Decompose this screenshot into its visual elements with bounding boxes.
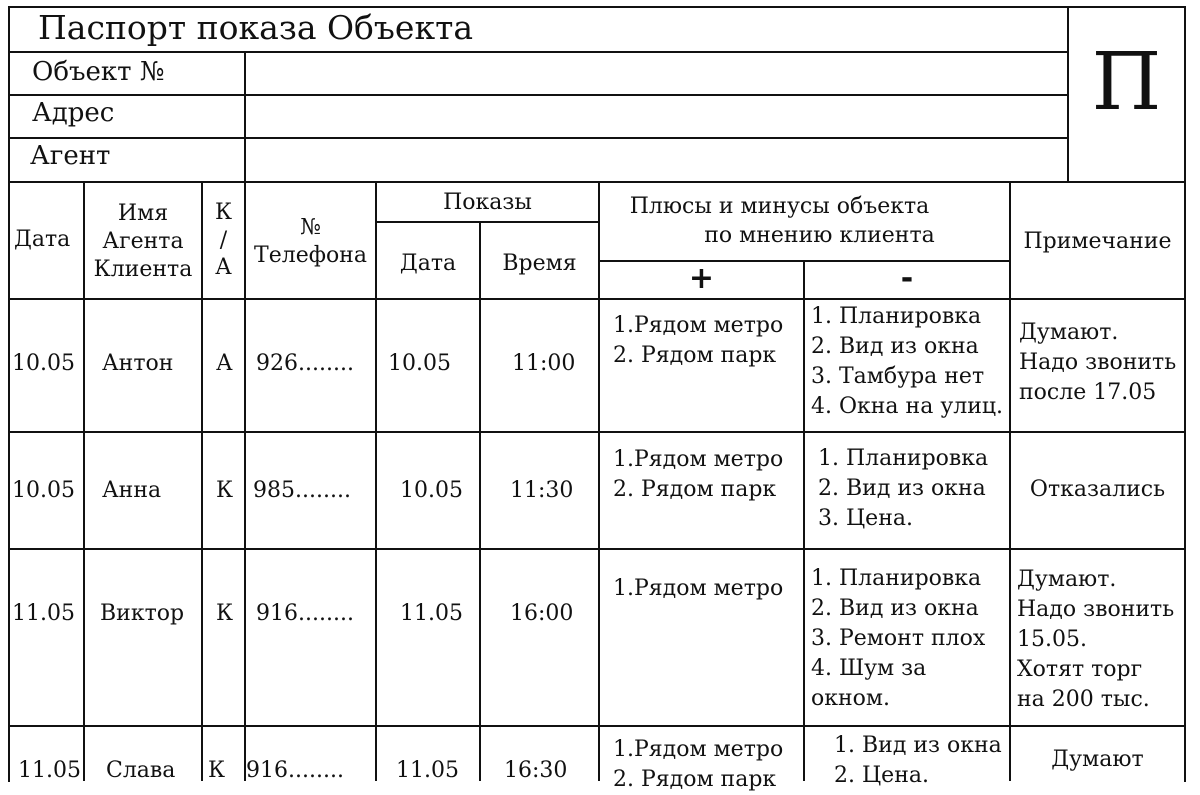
note-line: 15.05. <box>1017 627 1087 652</box>
row-name: Слава <box>106 758 176 783</box>
row-ka: К <box>208 758 226 783</box>
list-item: 1.Рядом метро <box>613 313 784 338</box>
list-item: 2. Рядом парк <box>613 477 777 502</box>
list-item: 1.Рядом метро <box>613 447 784 472</box>
row-date: 11.05 <box>12 601 75 626</box>
note-line: Думают. <box>1019 320 1119 345</box>
note-line: Хотят торг <box>1017 657 1143 682</box>
col-header-pros-cons-line-1: Плюсы и минусы объекта <box>629 194 930 219</box>
row-minus-list <box>818 444 988 534</box>
col-header-pros-cons <box>600 192 1009 250</box>
row-name: Антон <box>102 351 174 376</box>
list-item: 2. Рядом парк <box>613 343 777 368</box>
list-item: 3. Цена. <box>818 506 913 531</box>
col-header-phone-line-2: Телефона <box>254 243 367 268</box>
table-row <box>10 550 1184 725</box>
col-header-name <box>85 200 201 284</box>
row-show-date: 10.05 <box>400 478 463 503</box>
row-name: Анна <box>102 478 162 503</box>
rule-shows-mid <box>375 221 598 223</box>
list-item: 1. Вид из окна <box>834 733 1002 758</box>
row-phone: 916........ <box>246 758 344 783</box>
col-header-pros-cons-line-2: по мнению клиента <box>704 223 935 248</box>
rule-right <box>1184 6 1186 782</box>
row-show-time: 16:30 <box>504 758 568 783</box>
list-item: 1. Планировка <box>811 566 982 591</box>
page-title: Паспорт показа Объекта <box>38 8 473 47</box>
list-item: 1. Планировка <box>818 446 989 471</box>
row-note <box>1011 477 1184 502</box>
col-header-name-line-2: Агента <box>102 229 184 254</box>
list-item: 4. Шум за окном. <box>811 656 927 711</box>
col-header-show-date: Дата <box>399 251 457 276</box>
plus-icon: + <box>688 261 715 296</box>
list-item: 3. Ремонт плох <box>811 626 986 651</box>
note-line: Надо звонить <box>1017 597 1175 622</box>
row-show-date: 11.05 <box>396 758 459 783</box>
row-ka: К <box>216 478 234 503</box>
note-line: на 200 тыс. <box>1017 687 1150 712</box>
list-item: 2. Рядом парк <box>613 767 777 792</box>
list-item: 2. Вид из окна <box>818 476 986 501</box>
note-line: Отказались <box>1029 477 1166 502</box>
row-date: 11.05 <box>18 758 81 783</box>
note-line: Думают. <box>1017 567 1117 592</box>
row-phone: 926........ <box>256 351 354 376</box>
agent-field[interactable] <box>246 139 1066 181</box>
row-phone: 916........ <box>256 601 354 626</box>
row-minus-list <box>811 564 1011 714</box>
agent-label: Агент <box>30 141 111 171</box>
table-row <box>10 300 1184 431</box>
object-number-field[interactable] <box>246 53 1066 94</box>
list-item: 1.Рядом метро <box>613 737 784 762</box>
list-item: 4. Окна на улиц. <box>811 394 1004 419</box>
form-badge-letter: П <box>1091 35 1162 128</box>
row-plus-list <box>613 574 783 604</box>
col-header-phone <box>246 214 375 270</box>
list-item: 1. Планировка <box>811 304 982 329</box>
row-name: Виктор <box>100 601 185 626</box>
row-date: 10.05 <box>12 478 75 503</box>
list-item: 2. Вид из окна <box>811 334 979 359</box>
address-label: Адрес <box>32 98 115 128</box>
row-note <box>1017 565 1174 715</box>
row-plus-list <box>613 735 783 795</box>
row-show-date: 10.05 <box>388 351 451 376</box>
list-item: 3. Тамбура нет <box>811 364 985 389</box>
row-show-date: 11.05 <box>400 601 463 626</box>
table-row <box>10 727 1184 792</box>
row-show-time: 11:00 <box>512 351 576 376</box>
list-item: 1.Рядом метро <box>613 576 784 601</box>
row-show-time: 11:30 <box>510 478 574 503</box>
note-line: Надо звонить <box>1019 350 1177 375</box>
note-line: Думают <box>1051 747 1144 772</box>
col-header-shows: Показы <box>443 190 532 215</box>
row-phone: 985........ <box>253 478 351 503</box>
col-header-show-time: Время <box>502 251 577 276</box>
col-header-name-line-3: Клиента <box>93 257 193 282</box>
col-header-ka <box>203 198 244 282</box>
col-header-ka-line-1: К <box>214 200 233 225</box>
list-item: 2. Цена. <box>834 763 929 788</box>
col-header-ka-line-2: / <box>219 228 228 253</box>
row-ka: А <box>216 351 233 376</box>
minus-icon: - <box>900 261 914 296</box>
col-header-note: Примечание <box>1023 229 1172 254</box>
address-field[interactable] <box>246 96 1066 137</box>
col-header-phone-line-1: № <box>300 215 321 240</box>
table-row <box>10 433 1184 548</box>
row-ka: К <box>216 601 234 626</box>
row-minus-list <box>811 302 1007 422</box>
note-line: после 17.05 <box>1019 380 1157 405</box>
row-date: 10.05 <box>12 351 75 376</box>
col-header-name-line-1: Имя <box>117 201 169 226</box>
col-header-ka-line-3: А <box>215 255 232 280</box>
object-number-label: Объект № <box>32 57 165 87</box>
row-plus-list <box>613 311 783 371</box>
row-minus-list <box>834 731 1002 791</box>
row-show-time: 16:00 <box>510 601 574 626</box>
row-plus-list <box>613 445 783 505</box>
col-header-date: Дата <box>14 227 71 252</box>
row-note <box>1011 747 1184 772</box>
list-item: 2. Вид из окна <box>811 596 979 621</box>
row-note <box>1019 318 1176 408</box>
